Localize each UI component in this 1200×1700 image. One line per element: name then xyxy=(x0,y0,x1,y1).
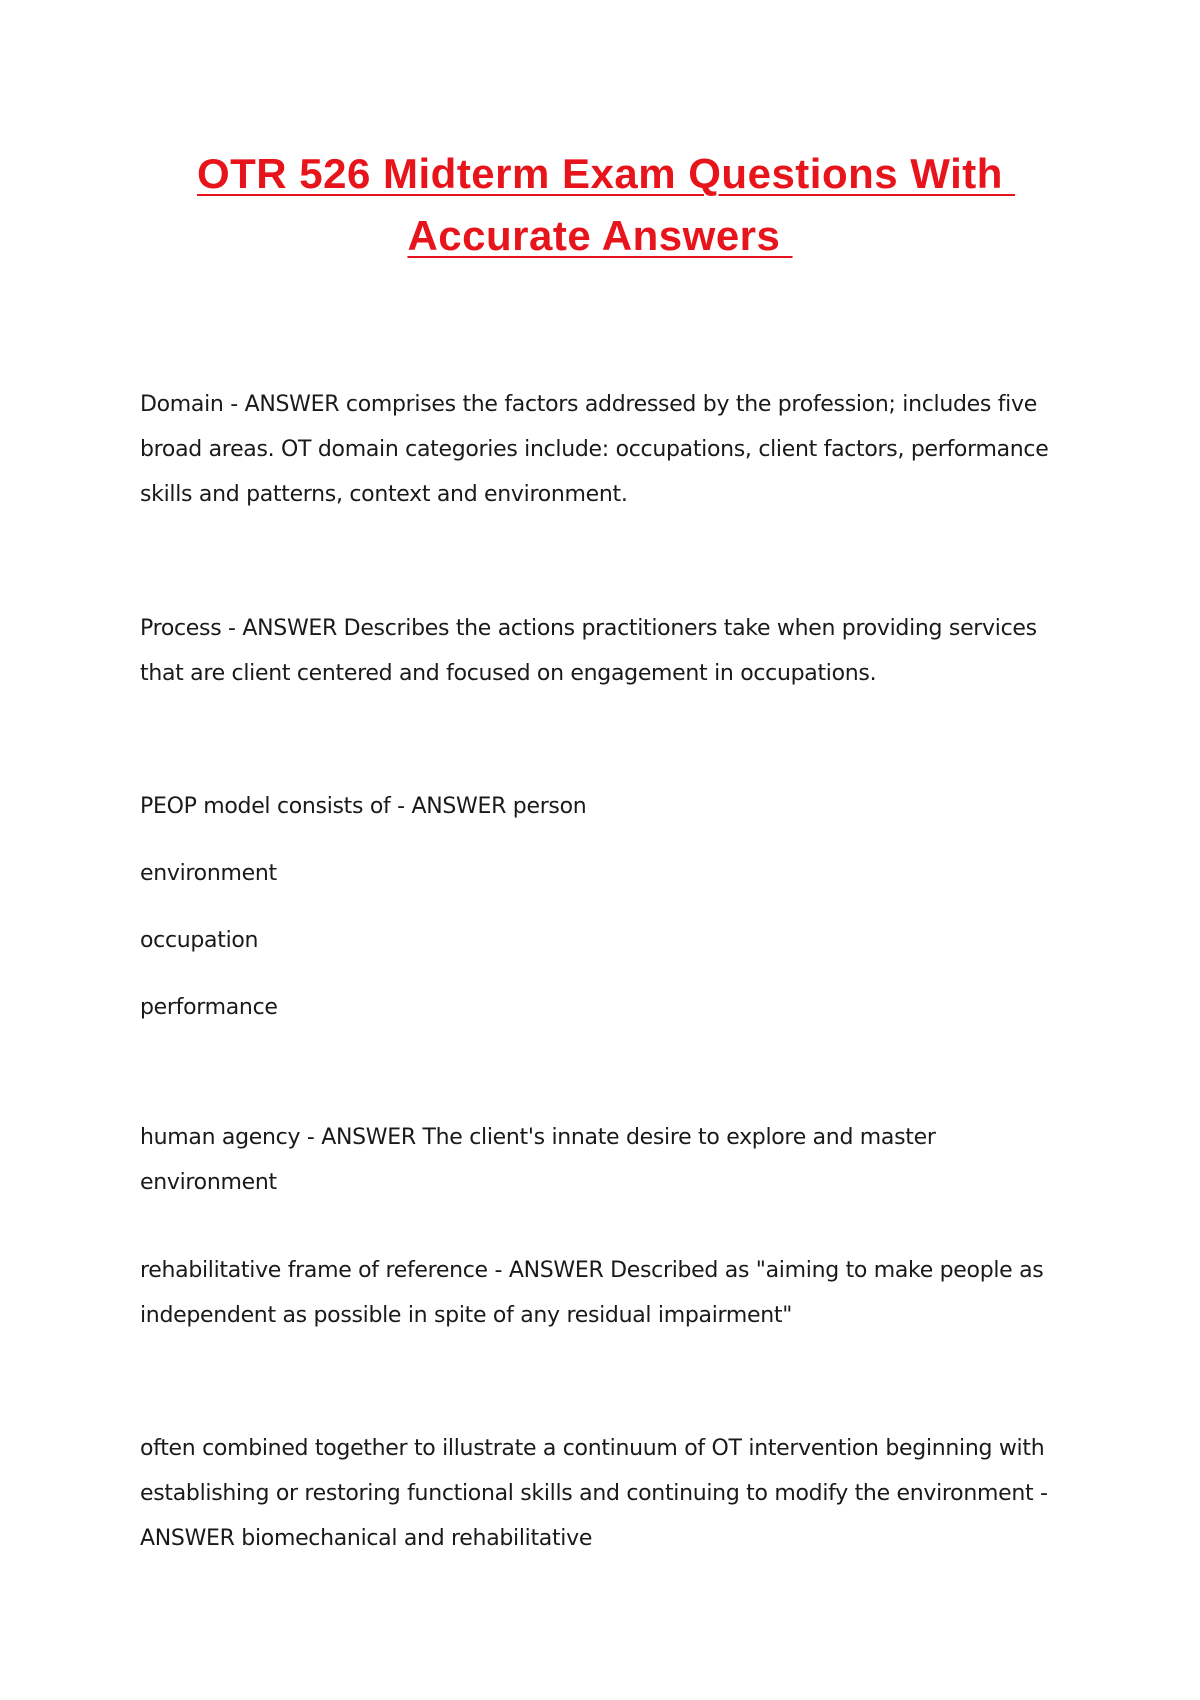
entry-domain xyxy=(140,382,1070,517)
entry-text: human agency - ANSWER The client's innate desire to explore and master environment xyxy=(140,1125,936,1195)
entry-rehabilitative-frame xyxy=(140,1248,1070,1338)
entry-text: PEOP model consists of - ANSWER person xyxy=(140,794,587,819)
entry-text: Domain - ANSWER comprises the factors addressed by the profession; includes five broad areas. OT domain categories include: occupations, client factors, performance skills and patterns, context and environment. xyxy=(140,392,1049,507)
title-line-1: OTR 526 Midterm Exam Questions With xyxy=(196,150,1016,197)
entry-text: often combined together to illustrate a continuum of OT intervention beginning with establishing or restoring functional skills and continuing to modify the environment - ANSWER biomechanical and rehabilitative xyxy=(140,1436,1048,1551)
entry-text: Process - ANSWER Describes the actions practitioners take when providing services that are client centered and focused on engagement in occupations. xyxy=(140,616,1037,686)
list-item: environment xyxy=(140,861,277,886)
entry-process xyxy=(140,606,1070,696)
list-item: occupation xyxy=(140,928,259,953)
title-line-2: Accurate Answers xyxy=(407,212,793,259)
entry-text: rehabilitative frame of reference - ANSWER Described as "aiming to make people as independent as possible in spite of any residual impairment" xyxy=(140,1258,1044,1328)
entry-continuum xyxy=(140,1426,1070,1561)
entry-peop-model xyxy=(140,784,1070,1030)
entry-human-agency xyxy=(140,1115,1070,1205)
document-title xyxy=(0,150,1200,260)
list-item: performance xyxy=(140,995,278,1020)
